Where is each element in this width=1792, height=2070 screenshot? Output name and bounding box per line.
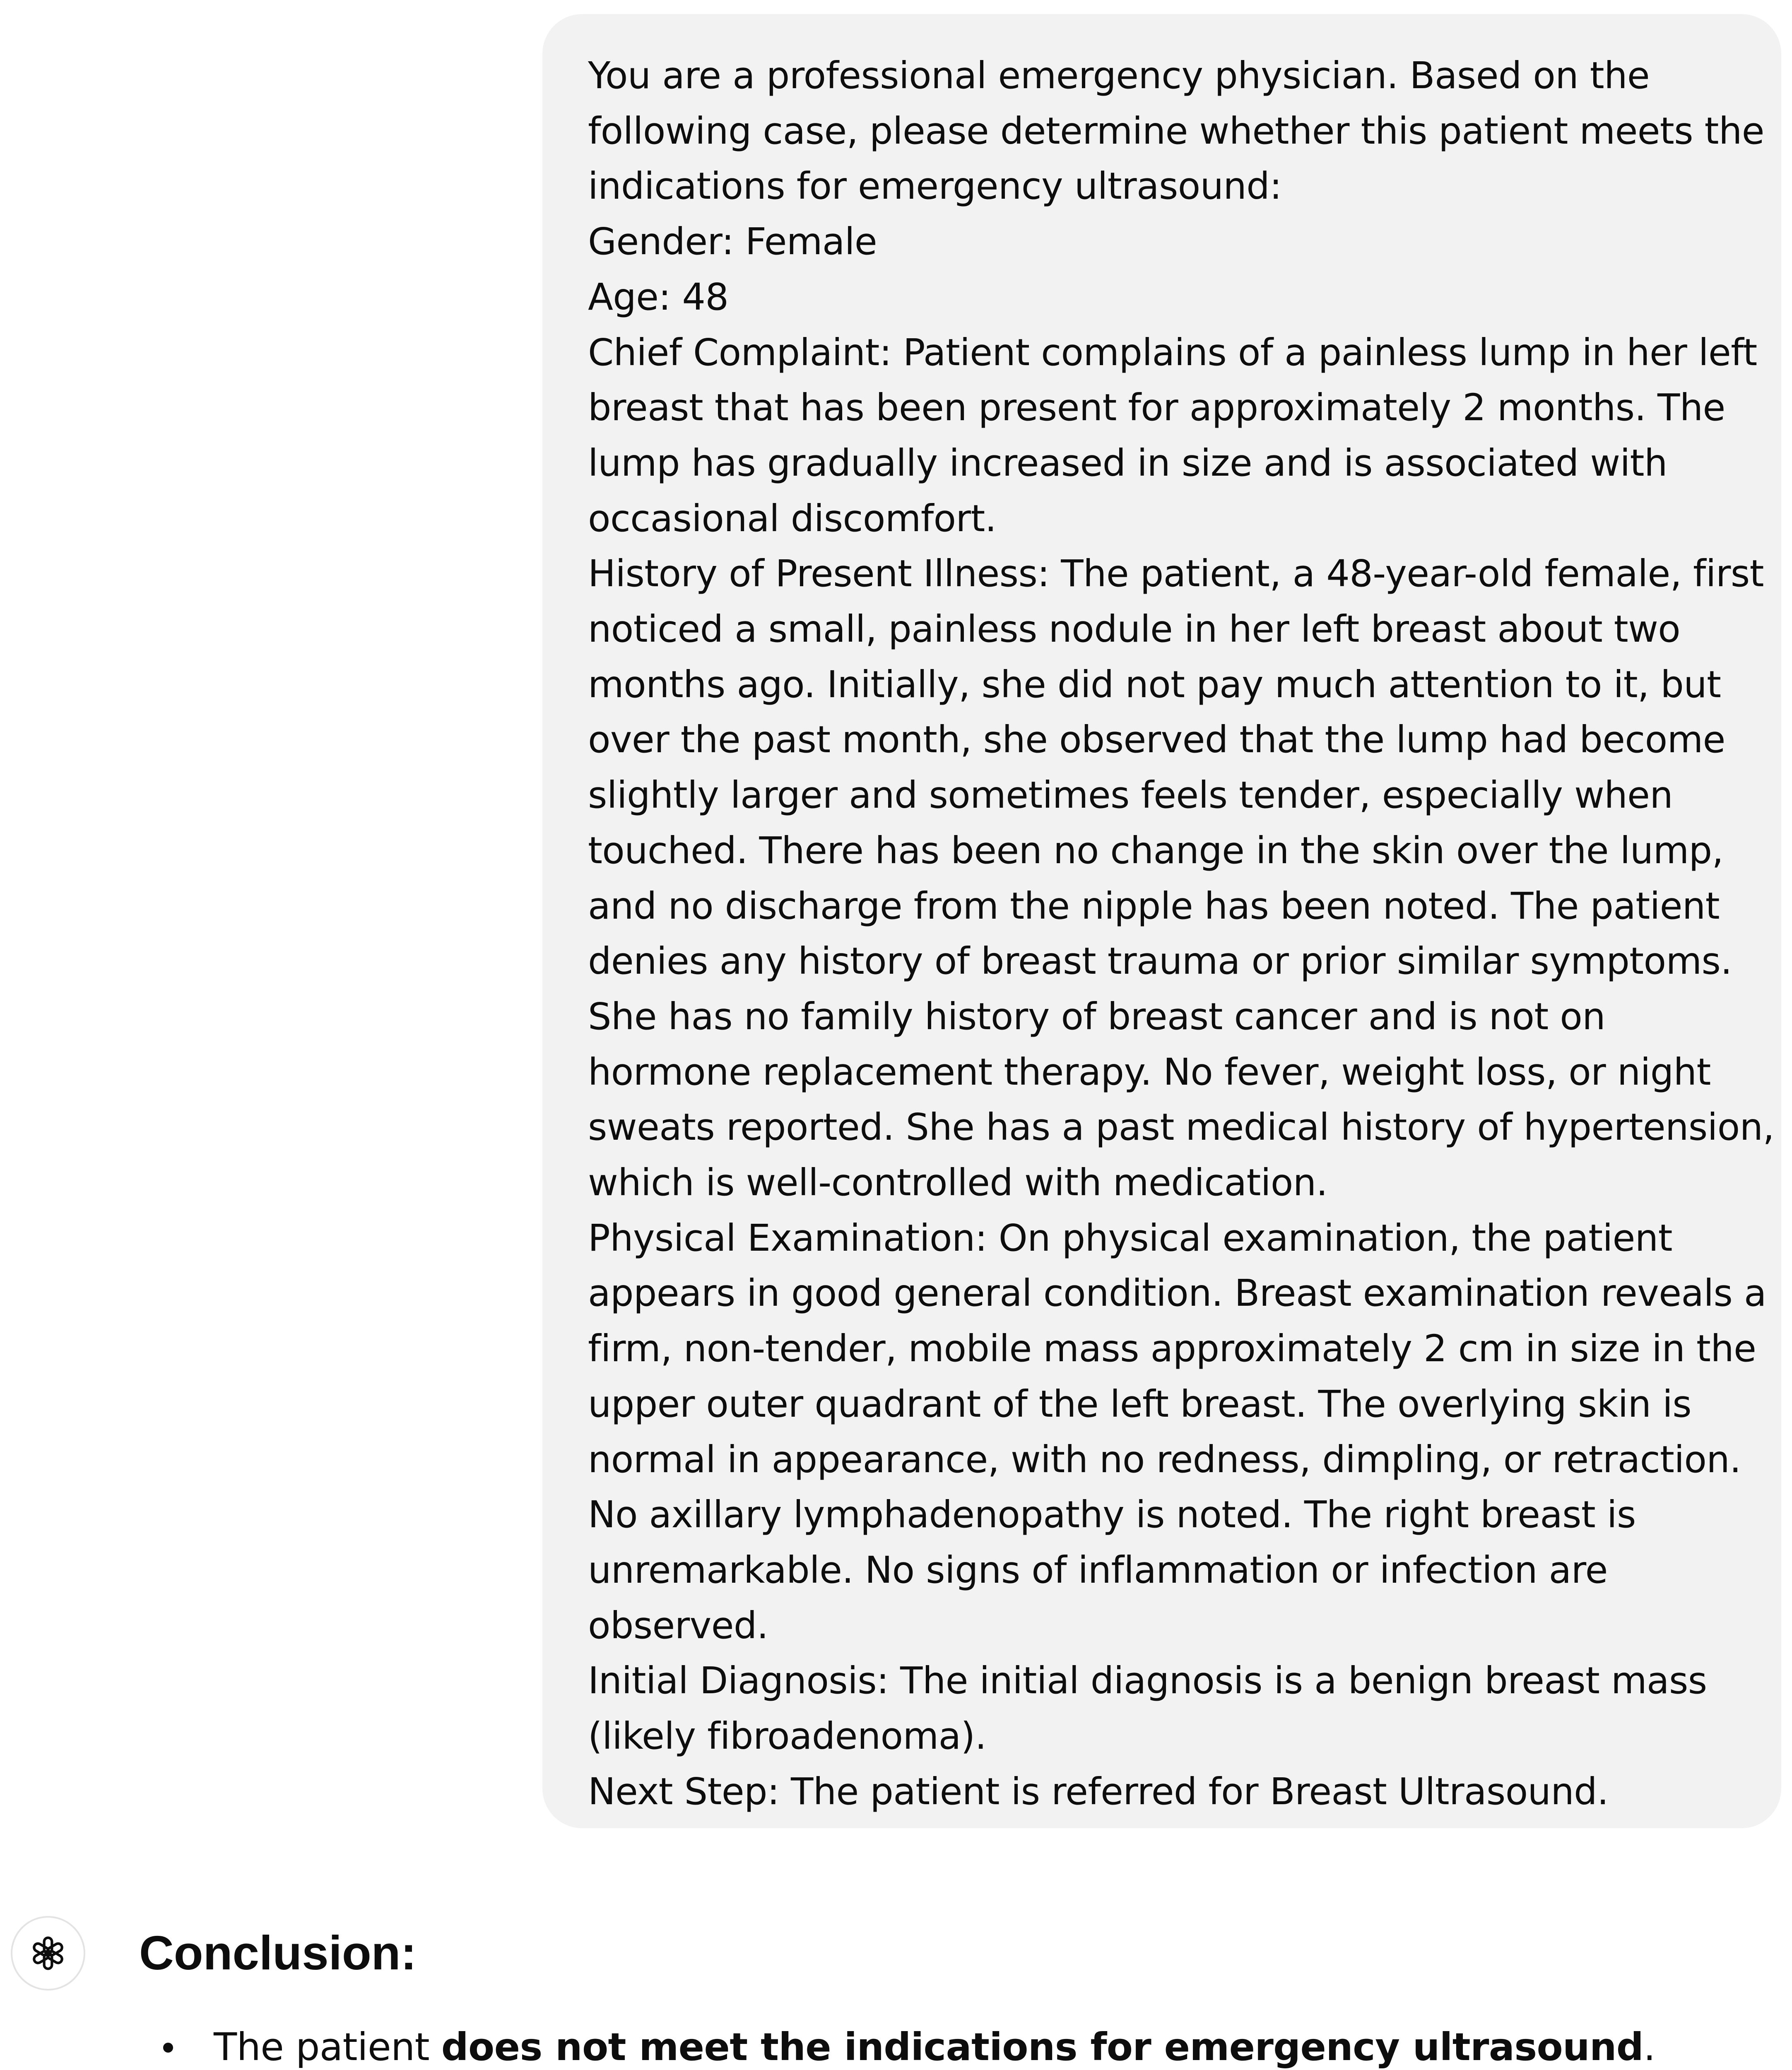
user-message-line: Chief Complaint: Patient complains of a painless lump in her left — [588, 330, 1757, 374]
user-message-line: No axillary lymphadenopathy is noted. The right breast is — [588, 1493, 1636, 1536]
user-message-line: (likely fibroadenoma). — [588, 1714, 987, 1758]
user-message-line: slightly larger and sometimes feels tender, especially when — [588, 773, 1673, 817]
user-message-line: Physical Examination: On physical examination, the patient — [588, 1216, 1672, 1259]
user-message-line: following case, please determine whether this patient meets the — [588, 109, 1764, 152]
user-message-line: History of Present Illness: The patient, a 48-year-old female, first — [588, 552, 1764, 595]
user-message-line: breast that has been present for approximately 2 months. The — [588, 386, 1725, 429]
user-message-line: Next Step: The patient is referred for Breast Ultrasound. — [588, 1769, 1609, 1813]
openai-logo-icon — [26, 1932, 70, 1975]
bullet-bold-text: does not meet the indications for emergency ultrasound — [441, 2025, 1644, 2069]
user-message-line: lump has gradually increased in size and is associated with — [588, 441, 1667, 484]
user-message-line: Gender: Female — [588, 220, 877, 263]
user-message-line: noticed a small, painless nodule in her left breast about two — [588, 607, 1681, 651]
user-message-line: firm, non-tender, mobile mass approximately 2 cm in size in the — [588, 1327, 1756, 1370]
user-message-line: normal in appearance, with no redness, dimpling, or retraction. — [588, 1437, 1741, 1481]
bullet-text: . — [1643, 2025, 1655, 2069]
bullet-line — [214, 2012, 1792, 2070]
user-message-line: appears in good general condition. Breast examination reveals a — [588, 1271, 1766, 1315]
user-message-line: and no discharge from the nipple has been noted. The patient — [588, 884, 1720, 927]
user-message-line: months ago. Initially, she did not pay much attention to it, but — [588, 662, 1721, 706]
user-message-line: over the past month, she observed that the lump had become — [588, 718, 1725, 761]
user-message-line: touched. There has been no change in the skin over the lump, — [588, 828, 1724, 872]
user-message-line: denies any history of breast trauma or prior similar symptoms. — [588, 939, 1732, 983]
user-message-line: Initial Diagnosis: The initial diagnosis is a benign breast mass — [588, 1659, 1707, 1702]
user-message-line: unremarkable. No signs of inflammation or infection are — [588, 1548, 1608, 1591]
user-message-line: You are a professional emergency physician. Based on the — [588, 54, 1650, 97]
bullet-dot-icon — [163, 2043, 173, 2053]
user-message-line: hormone replacement therapy. No fever, weight loss, or night — [588, 1050, 1711, 1093]
user-message-line: upper outer quadrant of the left breast. The overlying skin is — [588, 1382, 1692, 1425]
bullet-text: The patient — [214, 2025, 441, 2069]
user-message-line: sweats reported. She has a past medical history of hypertension, — [588, 1105, 1775, 1149]
conclusion-list — [157, 2012, 1792, 2070]
user-message-line: She has no family history of breast cancer and is not on — [588, 994, 1606, 1038]
conclusion-heading: Conclusion: — [139, 1926, 417, 1980]
user-message-line: observed. — [588, 1603, 768, 1647]
assistant-avatar — [11, 1916, 85, 1991]
user-message-line: indications for emergency ultrasound: — [588, 164, 1282, 208]
user-message-bubble — [542, 14, 1781, 1828]
user-message-line: occasional discomfort. — [588, 496, 997, 540]
list-item — [157, 2012, 1792, 2070]
user-message-line: which is well-controlled with medication. — [588, 1161, 1328, 1204]
user-message-line: Age: 48 — [588, 275, 729, 318]
